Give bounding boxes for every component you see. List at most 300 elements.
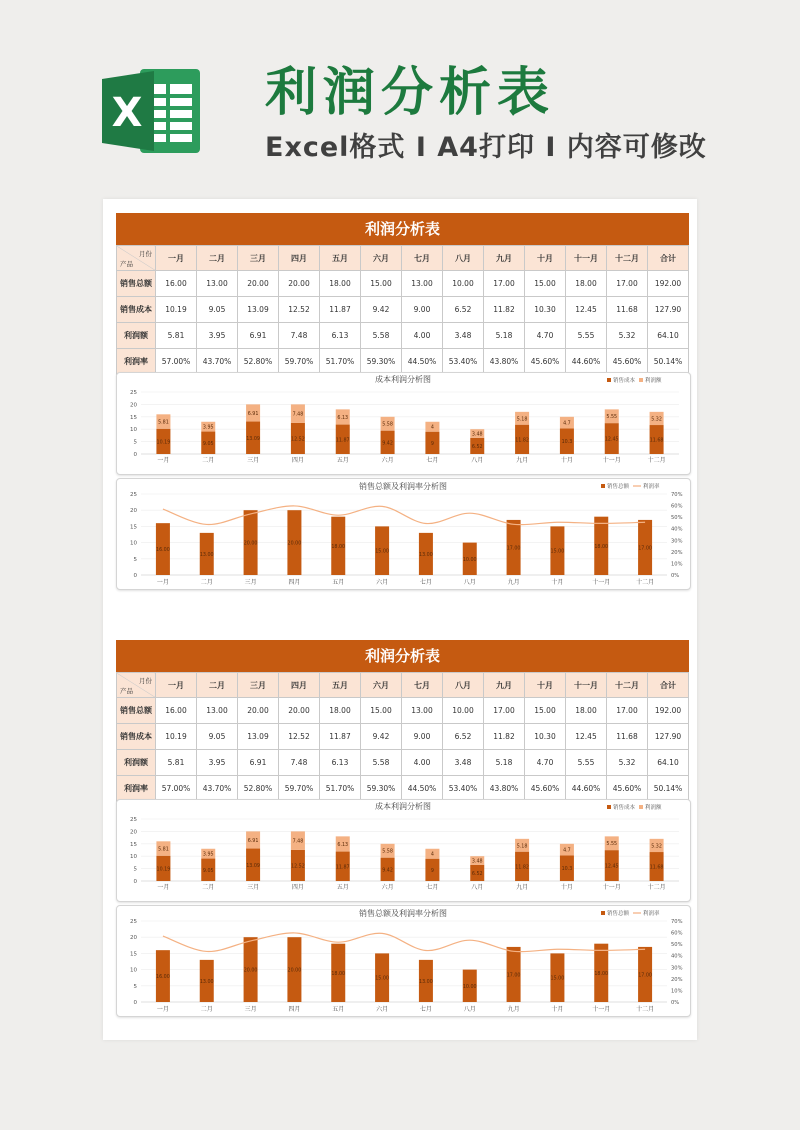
table-cell: 59.70% — [279, 349, 320, 375]
y-tick-label: 10 — [130, 967, 137, 974]
table-row — [117, 750, 689, 776]
data-label-profit: 5.81 — [158, 420, 169, 426]
data-label-cost: 9.05 — [202, 441, 214, 447]
data-label-cost: 6.52 — [471, 871, 483, 877]
table-cell: 7.48 — [279, 750, 320, 776]
data-label-cost: 10.19 — [156, 867, 171, 873]
y-tick-label: 25 — [130, 492, 137, 498]
table-cell: 44.60% — [566, 349, 607, 375]
data-label-sales: 17.00 — [638, 546, 652, 552]
table-cell: 44.50% — [402, 349, 443, 375]
month-header: 三月 — [238, 673, 279, 698]
x-tick-label: 七月 — [426, 457, 439, 464]
row-total-cell: 127.90 — [648, 297, 689, 323]
table-cell: 10.30 — [525, 724, 566, 750]
table-cell: 13.00 — [402, 698, 443, 724]
table-row — [117, 724, 689, 750]
data-label-profit: 6.13 — [337, 415, 349, 421]
table-cell: 51.70% — [320, 776, 361, 802]
table-cell: 16.00 — [156, 271, 197, 297]
table-cell: 20.00 — [279, 271, 320, 297]
table-cell: 45.60% — [525, 349, 566, 375]
data-label-cost: 13.09 — [246, 863, 260, 869]
table-cell: 11.68 — [607, 724, 648, 750]
data-label-cost: 9.42 — [382, 441, 393, 447]
table-cell: 51.70% — [320, 349, 361, 375]
table-cell: 5.55 — [566, 750, 607, 776]
data-label-profit: 3.95 — [202, 852, 214, 858]
x-tick-label: 九月 — [516, 884, 529, 891]
table-cell: 15.00 — [361, 271, 402, 297]
y-tick-label: 0 — [133, 452, 137, 458]
table-cell: 12.45 — [566, 297, 607, 323]
data-label-cost: 12.45 — [604, 864, 619, 870]
table-cell: 9.00 — [402, 724, 443, 750]
table-corner-cell — [117, 246, 156, 271]
month-header: 七月 — [402, 246, 443, 271]
table-cell: 17.00 — [484, 698, 525, 724]
table-cell: 18.00 — [566, 698, 607, 724]
table-cell: 9.42 — [361, 724, 402, 750]
y-tick-label: 0 — [133, 573, 137, 579]
data-label-cost: 11.82 — [515, 438, 529, 444]
y-tick-label: 10 — [130, 854, 137, 861]
y-tick-label: 15 — [130, 414, 137, 421]
month-header: 一月 — [156, 246, 197, 271]
table-cell: 5.81 — [156, 750, 197, 776]
legend-swatch-cost — [607, 805, 611, 809]
table-cell: 10.00 — [443, 698, 484, 724]
table-cell: 15.00 — [361, 698, 402, 724]
table-title: 利润分析表 — [116, 640, 689, 672]
corner-product-label: 产品 — [120, 687, 133, 695]
month-header: 二月 — [197, 673, 238, 698]
table-cell: 11.82 — [484, 724, 525, 750]
table-cell: 6.13 — [320, 750, 361, 776]
x-tick-label: 六月 — [376, 1006, 389, 1013]
y-tick-label: 20 — [130, 402, 137, 409]
table-cell: 4.70 — [525, 323, 566, 349]
table-cell: 9.05 — [197, 724, 238, 750]
table-cell: 45.60% — [607, 349, 648, 375]
data-label-sales: 16.00 — [156, 548, 170, 554]
table-cell: 57.00% — [156, 349, 197, 375]
table-cell: 6.91 — [238, 323, 279, 349]
table-cell: 52.80% — [238, 776, 279, 802]
month-header: 九月 — [484, 673, 525, 698]
x-tick-label: 十一月 — [602, 884, 621, 891]
data-label-profit: 3.95 — [202, 425, 214, 431]
table-cell: 11.82 — [484, 297, 525, 323]
sales-profit-rate-chart — [116, 478, 691, 590]
y-tick-label: 10 — [130, 427, 137, 434]
profit-table — [116, 672, 689, 802]
table-cell: 5.55 — [566, 323, 607, 349]
x-tick-label: 三月 — [244, 579, 257, 586]
data-label-cost: 9.42 — [382, 868, 393, 874]
y-tick-label: 15 — [130, 524, 137, 531]
table-cell: 9.05 — [197, 297, 238, 323]
data-label-profit: 6.91 — [247, 411, 259, 417]
data-label-profit: 6.13 — [337, 842, 349, 848]
y2-tick-label: 20% — [671, 549, 683, 556]
table-cell: 9.00 — [402, 297, 443, 323]
y2-tick-label: 40% — [671, 953, 683, 960]
table-cell: 11.87 — [320, 297, 361, 323]
legend-swatch-sales — [601, 911, 605, 915]
legend-label-profit: 利润额 — [645, 378, 662, 384]
cost-profit-chart — [116, 799, 691, 902]
data-label-profit: 4.7 — [563, 848, 571, 854]
data-label-profit: 3.48 — [471, 432, 483, 438]
month-header: 九月 — [484, 246, 525, 271]
row-total-cell: 64.10 — [648, 323, 689, 349]
data-label-profit: 5.55 — [606, 415, 618, 421]
row-total-cell: 127.90 — [648, 724, 689, 750]
row-label: 利润额 — [117, 323, 156, 349]
table-cell: 12.52 — [279, 297, 320, 323]
data-label-sales: 13.00 — [419, 979, 433, 985]
table-cell: 3.48 — [443, 323, 484, 349]
x-tick-label: 十月 — [560, 457, 573, 464]
chart-title: 成本利润分析图 — [375, 375, 431, 384]
profit-table — [116, 245, 689, 375]
y2-tick-label: 60% — [671, 930, 683, 937]
table-cell: 18.00 — [320, 271, 361, 297]
report-block-1 — [116, 213, 689, 375]
table-cell: 10.19 — [156, 724, 197, 750]
data-label-profit: 5.18 — [516, 844, 528, 850]
sales-profit-rate-chart-svg — [117, 906, 690, 1016]
y2-tick-label: 40% — [671, 526, 683, 533]
data-label-cost: 11.68 — [649, 865, 664, 871]
data-label-profit: 5.81 — [158, 847, 169, 853]
data-label-profit: 3.48 — [471, 859, 483, 865]
table-cell: 5.32 — [607, 323, 648, 349]
table-cell: 20.00 — [238, 271, 279, 297]
data-label-sales: 13.00 — [419, 552, 433, 558]
x-tick-label: 一月 — [156, 1006, 169, 1013]
month-header: 四月 — [279, 246, 320, 271]
table-row — [117, 776, 689, 802]
data-label-sales: 16.00 — [156, 975, 170, 981]
table-cell: 13.00 — [402, 271, 443, 297]
data-label-profit: 7.48 — [292, 412, 304, 418]
month-header: 四月 — [279, 673, 320, 698]
table-cell: 59.30% — [361, 776, 402, 802]
data-label-sales: 15.00 — [550, 549, 565, 555]
chart-title: 成本利润分析图 — [375, 802, 431, 811]
y-tick-label: 0 — [133, 1000, 137, 1006]
y-tick-label: 15 — [130, 951, 137, 958]
row-label: 销售总额 — [117, 271, 156, 297]
table-cell: 6.91 — [238, 750, 279, 776]
table-cell: 13.00 — [197, 271, 238, 297]
data-label-sales: 10.00 — [462, 557, 477, 563]
x-tick-label: 四月 — [288, 1006, 301, 1013]
sales-profit-rate-chart — [116, 905, 691, 1017]
month-header: 八月 — [443, 673, 484, 698]
data-label-sales: 18.00 — [331, 971, 346, 977]
month-header: 十月 — [525, 246, 566, 271]
data-label-profit: 4 — [430, 425, 434, 431]
row-label: 利润额 — [117, 750, 156, 776]
x-tick-label: 八月 — [471, 884, 484, 891]
x-tick-label: 六月 — [381, 884, 394, 891]
data-label-profit: 5.58 — [382, 422, 393, 428]
table-row — [117, 349, 689, 375]
y2-tick-label: 50% — [671, 942, 683, 949]
table-cell: 20.00 — [238, 698, 279, 724]
corner-month-label: 月份 — [139, 250, 152, 258]
data-label-profit: 5.55 — [606, 842, 618, 848]
data-label-cost: 13.09 — [246, 436, 260, 442]
data-label-sales: 15.00 — [550, 976, 565, 982]
legend-swatch-profit — [639, 805, 643, 809]
data-label-cost: 10.3 — [561, 440, 573, 446]
table-cell: 44.60% — [566, 776, 607, 802]
data-label-sales: 17.00 — [638, 973, 652, 979]
table-header-row — [117, 246, 689, 271]
x-tick-label: 十一月 — [592, 1006, 611, 1013]
x-tick-label: 五月 — [332, 579, 345, 586]
data-label-cost: 10.3 — [561, 867, 573, 873]
data-label-sales: 18.00 — [594, 544, 609, 550]
table-corner-cell — [117, 673, 156, 698]
data-label-cost: 9 — [430, 441, 434, 447]
chart-title: 销售总额及利润率分析图 — [359, 482, 447, 491]
legend-label-cost: 销售成本 — [613, 805, 636, 811]
table-row — [117, 271, 689, 297]
y-tick-label: 5 — [133, 983, 137, 990]
x-tick-label: 三月 — [244, 1006, 257, 1013]
table-cell: 43.70% — [197, 349, 238, 375]
data-label-cost: 11.87 — [335, 865, 350, 871]
x-tick-label: 十二月 — [647, 884, 666, 891]
x-tick-label: 一月 — [157, 884, 170, 891]
row-total-cell: 50.14% — [648, 776, 689, 802]
table-cell: 20.00 — [279, 698, 320, 724]
y-tick-label: 5 — [133, 439, 137, 446]
month-header: 三月 — [238, 246, 279, 271]
table-cell: 57.00% — [156, 776, 197, 802]
table-cell: 10.00 — [443, 271, 484, 297]
excel-logo-icon — [102, 66, 202, 156]
data-label-cost: 10.19 — [156, 440, 171, 446]
x-tick-label: 七月 — [419, 1006, 432, 1013]
x-tick-label: 九月 — [516, 457, 529, 464]
y2-tick-label: 60% — [671, 503, 683, 510]
table-cell: 52.80% — [238, 349, 279, 375]
x-tick-label: 二月 — [200, 579, 213, 586]
data-label-profit: 4.7 — [563, 421, 571, 427]
y-tick-label: 25 — [130, 390, 137, 396]
data-label-sales: 17.00 — [506, 546, 521, 552]
table-cell: 45.60% — [525, 776, 566, 802]
table-cell: 15.00 — [525, 698, 566, 724]
x-tick-label: 九月 — [507, 1006, 520, 1013]
sheet-preview — [103, 199, 697, 1040]
table-cell: 5.18 — [484, 323, 525, 349]
total-header: 合计 — [648, 246, 689, 271]
month-header: 七月 — [402, 673, 443, 698]
table-cell: 43.70% — [197, 776, 238, 802]
table-title: 利润分析表 — [116, 213, 689, 245]
table-cell: 44.50% — [402, 776, 443, 802]
x-tick-label: 十二月 — [636, 1006, 655, 1013]
month-header: 五月 — [320, 673, 361, 698]
y-tick-label: 15 — [130, 841, 137, 848]
table-cell: 6.52 — [443, 297, 484, 323]
x-tick-label: 一月 — [157, 457, 170, 464]
y-tick-label: 0 — [133, 879, 137, 885]
month-header: 六月 — [361, 246, 402, 271]
data-label-profit: 5.32 — [651, 417, 662, 423]
corner-month-label: 月份 — [139, 677, 152, 685]
y-tick-label: 20 — [130, 935, 137, 942]
table-cell: 5.18 — [484, 750, 525, 776]
month-header: 十月 — [525, 673, 566, 698]
data-label-profit: 5.58 — [382, 849, 393, 855]
x-tick-label: 十二月 — [636, 579, 655, 586]
month-header: 十一月 — [566, 246, 607, 271]
y-tick-label: 25 — [130, 817, 137, 823]
table-cell: 53.40% — [443, 776, 484, 802]
data-label-sales: 13.00 — [199, 979, 214, 985]
table-cell: 7.48 — [279, 323, 320, 349]
data-label-sales: 18.00 — [594, 971, 609, 977]
y2-tick-label: 20% — [671, 976, 683, 983]
y2-tick-label: 70% — [671, 919, 683, 925]
month-header: 十二月 — [607, 673, 648, 698]
cost-profit-chart-svg — [117, 800, 690, 901]
y2-tick-label: 10% — [671, 988, 683, 995]
month-header: 十二月 — [607, 246, 648, 271]
legend-label-profit: 利润额 — [645, 805, 662, 811]
x-tick-label: 十一月 — [592, 579, 611, 586]
excel-logo-letter: X — [111, 90, 143, 136]
x-tick-label: 十月 — [551, 579, 564, 586]
table-cell: 6.52 — [443, 724, 484, 750]
row-label: 销售总额 — [117, 698, 156, 724]
page-title: 利润分析表 — [265, 63, 556, 123]
table-cell: 18.00 — [320, 698, 361, 724]
data-label-profit: 4 — [430, 852, 434, 858]
x-tick-label: 五月 — [336, 884, 349, 891]
x-tick-label: 七月 — [419, 579, 432, 586]
y-tick-label: 10 — [130, 540, 137, 547]
month-header: 一月 — [156, 673, 197, 698]
y2-tick-label: 30% — [671, 965, 683, 972]
legend-label-sales: 销售总额 — [607, 484, 630, 490]
data-label-profit: 7.48 — [292, 839, 304, 845]
table-cell: 4.00 — [402, 750, 443, 776]
chart-title: 销售总额及利润率分析图 — [359, 909, 447, 918]
x-tick-label: 十一月 — [602, 457, 621, 464]
page-header — [0, 0, 800, 190]
y2-tick-label: 30% — [671, 538, 683, 545]
table-cell: 13.09 — [238, 297, 279, 323]
table-cell: 45.60% — [607, 776, 648, 802]
legend-label-sales: 销售总额 — [607, 911, 630, 917]
data-label-sales: 13.00 — [199, 552, 214, 558]
x-tick-label: 三月 — [247, 884, 260, 891]
data-label-sales: 18.00 — [331, 544, 346, 550]
x-tick-label: 七月 — [426, 884, 439, 891]
table-cell: 9.42 — [361, 297, 402, 323]
table-row — [117, 698, 689, 724]
y2-tick-label: 70% — [671, 492, 683, 498]
x-tick-label: 四月 — [291, 457, 304, 464]
table-cell: 6.13 — [320, 323, 361, 349]
table-cell: 53.40% — [443, 349, 484, 375]
data-label-sales: 20.00 — [243, 968, 258, 974]
total-header: 合计 — [648, 673, 689, 698]
table-cell: 5.32 — [607, 750, 648, 776]
table-cell: 3.95 — [197, 750, 238, 776]
table-cell: 17.00 — [607, 698, 648, 724]
data-label-sales: 20.00 — [287, 541, 302, 547]
table-cell: 3.48 — [443, 750, 484, 776]
legend-swatch-cost — [607, 378, 611, 382]
data-label-cost: 9 — [430, 868, 434, 874]
x-tick-label: 五月 — [332, 1006, 345, 1013]
data-label-cost: 12.52 — [291, 437, 305, 443]
profit-rate-line — [163, 506, 645, 525]
legend-label-rate: 利润率 — [643, 484, 660, 490]
data-label-sales: 10.00 — [462, 984, 477, 990]
table-cell: 11.87 — [320, 724, 361, 750]
data-label-cost: 12.45 — [604, 437, 619, 443]
x-tick-label: 一月 — [156, 579, 169, 586]
y-tick-label: 5 — [133, 866, 137, 873]
month-header: 二月 — [197, 246, 238, 271]
legend-label-cost: 销售成本 — [613, 378, 636, 384]
x-tick-label: 八月 — [463, 1006, 476, 1013]
data-label-cost: 11.82 — [515, 865, 529, 871]
x-tick-label: 六月 — [381, 457, 394, 464]
data-label-profit: 5.18 — [516, 417, 528, 423]
data-label-cost: 12.52 — [291, 864, 305, 870]
corner-product-label: 产品 — [120, 260, 133, 268]
table-cell: 12.52 — [279, 724, 320, 750]
legend-label-rate: 利润率 — [643, 911, 660, 917]
data-label-sales: 20.00 — [243, 541, 258, 547]
profit-rate-line — [163, 933, 645, 952]
x-tick-label: 五月 — [336, 457, 349, 464]
cost-profit-chart-svg — [117, 373, 690, 474]
row-total-cell: 192.00 — [648, 271, 689, 297]
table-cell: 59.70% — [279, 776, 320, 802]
table-cell: 17.00 — [607, 271, 648, 297]
table-cell: 59.30% — [361, 349, 402, 375]
y-tick-label: 25 — [130, 919, 137, 925]
table-cell: 4.00 — [402, 323, 443, 349]
x-tick-label: 三月 — [247, 457, 260, 464]
y-tick-label: 20 — [130, 508, 137, 515]
table-header-row — [117, 673, 689, 698]
table-cell: 3.95 — [197, 323, 238, 349]
table-cell: 18.00 — [566, 271, 607, 297]
table-cell: 43.80% — [484, 349, 525, 375]
row-total-cell: 50.14% — [648, 349, 689, 375]
table-row — [117, 323, 689, 349]
table-cell: 5.58 — [361, 323, 402, 349]
page-subtitle: Excel格式 I A4打印 I 内容可修改 — [265, 132, 707, 163]
x-tick-label: 十月 — [560, 884, 573, 891]
data-label-sales: 15.00 — [375, 549, 389, 555]
y2-tick-label: 10% — [671, 561, 683, 568]
